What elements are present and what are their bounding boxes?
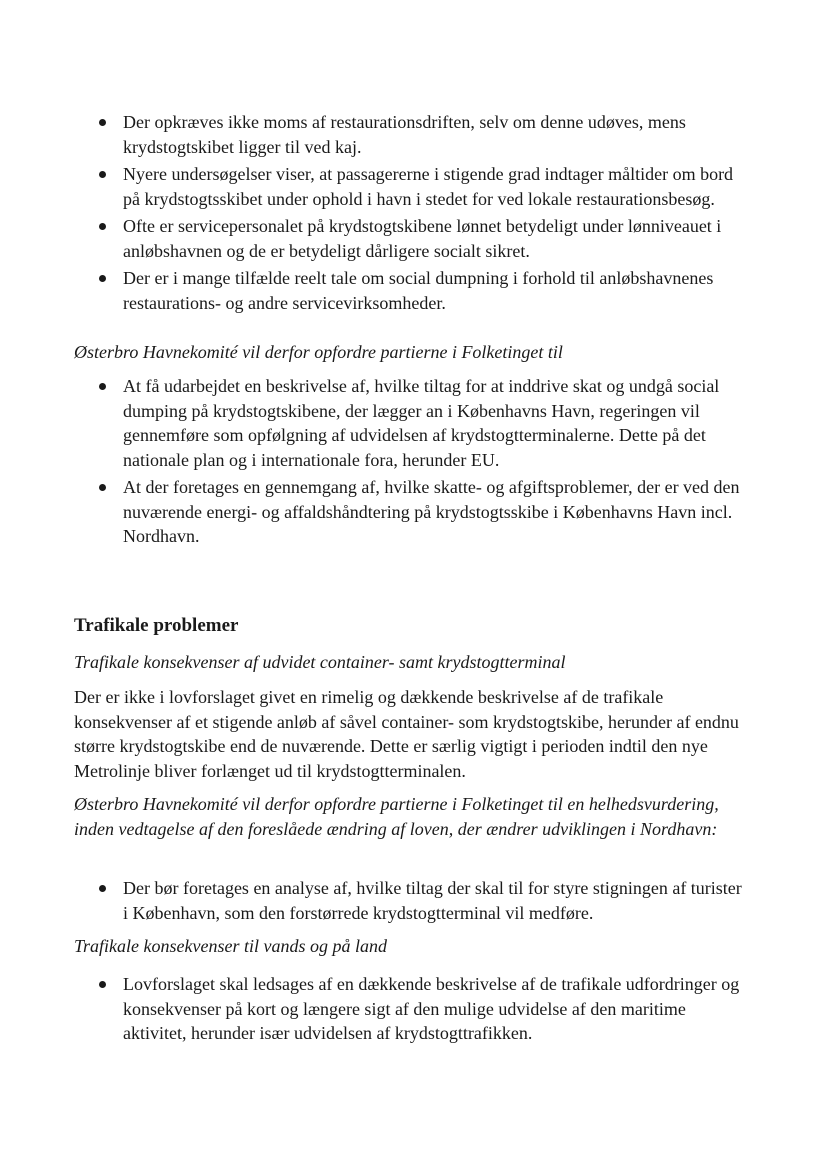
committee-call-2: Østerbro Havnekomité vil derfor opfordre partierne i Folketinget til en helhedsvurdering, inden vedtagelse af den foreslåede ændring af loven, der ændrer udviklingen i Nordhavn: (74, 794, 719, 839)
bullet-list-bill (99, 972, 749, 1049)
bullet-list-requests (99, 374, 749, 552)
list-item: Ofte er servicepersonalet på krydstogtskibene lønnet betydeligt under lønniveauet i anløbshavnen og de er betydeligt dårligere socialt sikret. (99, 214, 749, 263)
list-item: Der opkræves ikke moms af restaurationsdriften, selv om denne udøves, mens krydstogtskibet ligger til ved kaj. (99, 110, 749, 159)
paragraph-traffic: Der er ikke i lovforslaget givet en rimelig og dækkende beskrivelse af de trafikale konsekvenser af et stigende anløb af såvel container- som krydstogtskibe, herunder af endnu større krydstogtskibe end de nuværende. Dette er særlig vigtigt i perioden indtil den nye Metrolinje bliver forlænget ud til krydstogtterminalen. (74, 687, 739, 781)
subheading-water-land: Trafikale konsekvenser til vands og på land (74, 936, 387, 956)
list-item: Der bør foretages en analyse af, hvilke tiltag der skal til for styre stigningen af turister i København, som den forstørrede krydstogtterminal vil medføre. (99, 876, 749, 925)
bullet-list-restaurant (99, 110, 749, 318)
list-item: Der er i mange tilfælde reelt tale om social dumpning i forhold til anløbshavnenes restaurations- og andre servicevirksomheder. (99, 266, 749, 315)
list-item: Nyere undersøgelser viser, at passagererne i stigende grad indtager måltider om bord på krydstogtsskibet under ophold i havn i stedet for ved lokale restaurationsbesøg. (99, 162, 749, 211)
section-heading: Trafikale problemer (74, 615, 239, 636)
list-item: At der foretages en gennemgang af, hvilke skatte- og afgiftsproblemer, der er ved den nuværende energi- og affaldshåndtering på krydstogtsskibe i Københavns Havn incl. Nordhavn. (99, 475, 749, 549)
subheading-container-cruise: Trafikale konsekvenser af udvidet container- samt krydstogtterminal (74, 652, 566, 672)
bullet-list-analysis (99, 876, 749, 928)
list-item: Lovforslaget skal ledsages af en dækkende beskrivelse af de trafikale udfordringer og konsekvenser på kort og længere sigt af den mulige udvidelse af den maritime aktivitet, herunder især udvidelsen af krydstogttrafikken. (99, 972, 749, 1046)
list-item: At få udarbejdet en beskrivelse af, hvilke tiltag for at inddrive skat og undgå social dumping på krydstogtskibene, der lægger an i Københavns Havn, regeringen vil gennemføre som opfølgning af udvidelsen af krydstogtterminalerne. Dette på det nationale plan og i internationale fora, herunder EU. (99, 374, 749, 472)
committee-call-1: Østerbro Havnekomité vil derfor opfordre partierne i Folketinget til (74, 342, 563, 362)
